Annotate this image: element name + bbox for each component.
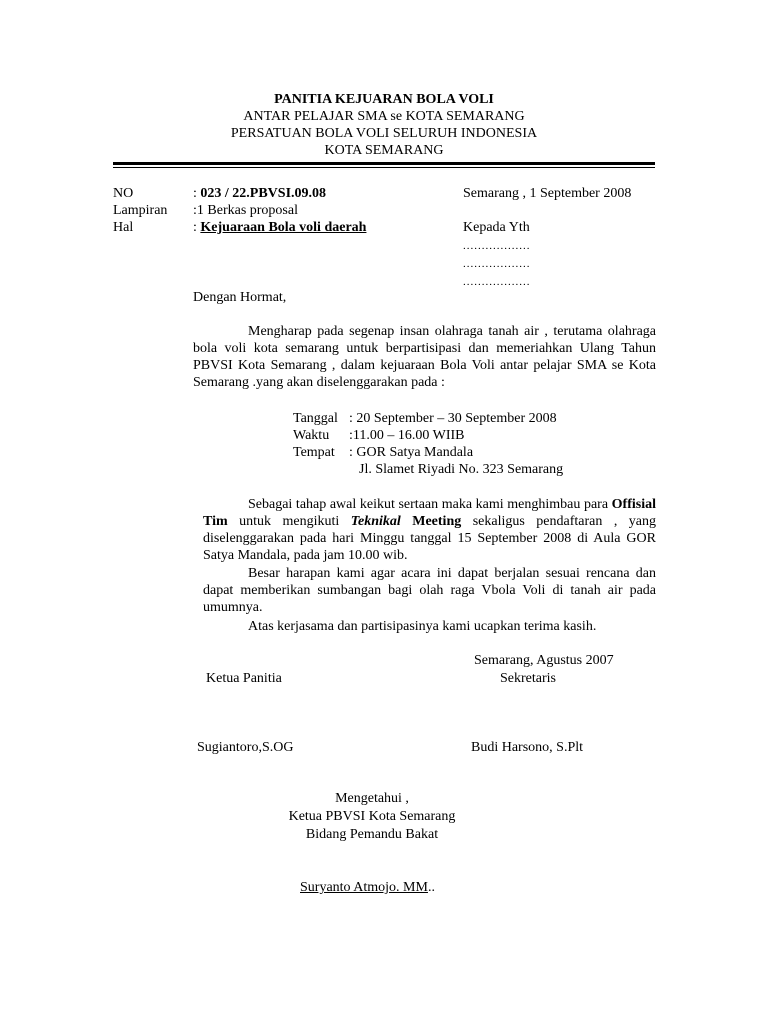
tanggal-label: Tanggal (293, 411, 338, 426)
paragraph-thanks: Atas kerjasama dan partisipasinya kami ucapkan terima kasih. (248, 619, 597, 634)
recipient-dots-2: .................. (463, 258, 531, 270)
waktu-value: :11.00 – 16.00 WIIB (349, 428, 465, 443)
teknikal: Teknikal (350, 514, 401, 529)
acknowledgment-line-1: Mengetahui , (335, 791, 409, 806)
meeting-space (401, 514, 412, 529)
meeting-text-2: untuk mengikuti (227, 514, 351, 529)
greeting: Dengan Hormat, (193, 290, 287, 305)
letterhead-rule-thick (113, 162, 655, 165)
acknowledgment-line-2: Ketua PBVSI Kota Semarang (288, 809, 456, 824)
recipient-label: Kepada Yth (463, 220, 530, 235)
hal-separator: : (193, 220, 197, 235)
signature-right-title: Sekretaris (500, 671, 556, 686)
letterhead-line-2: ANTAR PELAJAR SMA se KOTA SEMARANG (243, 109, 525, 124)
paragraph-intro: Mengharap pada segenap insan olahraga tanah air , terutama olahraga bola voli kota semarang untuk berpartisipasi dan memeriahkan Ulang Tahun PBVSI Kota Semarang , dalam kejuaraan Bola Voli antar pelajar SMA se Kota Semarang .yang akan diselenggarakan pada : (193, 324, 656, 390)
letter-date: Semarang , 1 September 2008 (463, 186, 632, 201)
meeting-word: Meeting (412, 514, 462, 529)
hal-row (193, 219, 366, 236)
paragraph-meeting (203, 496, 656, 564)
hal-label: Hal (113, 220, 134, 235)
recipient-dots-3: .................. (463, 276, 531, 288)
letterhead-title: PANITIA KEJUARAN BOLA VOLI (274, 92, 494, 107)
signature-left-title: Ketua Panitia (206, 671, 282, 686)
signature-right-name: Budi Harsono, S.Plt (471, 740, 584, 755)
no-separator: : (193, 186, 197, 201)
lampiran-label: Lampiran (113, 203, 168, 218)
acknowledgment-name-row (300, 879, 435, 896)
offisial-tim: Offisial Tim (203, 497, 656, 529)
signature-place-date: Semarang, Agustus 2007 (474, 653, 614, 668)
no-label: NO (113, 186, 134, 201)
meeting-text-3: sekaligus pendaftaran , yang diselenggarakan pada hari Minggu tanggal 15 September 2008 di Aula GOR Satya Mandala, pada jam 10.00 wib. (203, 514, 657, 563)
letter-number: 023 / 22.PBVSI.09.08 (200, 186, 327, 201)
acknowledgment-name: Suryanto Atmojo. MM (300, 880, 428, 895)
no-row (193, 185, 326, 202)
signature-left-name: Sugiantoro,S.OG (197, 740, 294, 755)
tempat-address: Jl. Slamet Riyadi No. 323 Semarang (359, 462, 564, 477)
meeting-text-1: Sebagai tahap awal keikut sertaan maka kami menghimbau para (248, 497, 612, 512)
tanggal-value: : 20 September – 30 September 2008 (349, 411, 557, 426)
waktu-label: Waktu (293, 428, 330, 443)
letterhead-line-3: PERSATUAN BOLA VOLI SELURUH INDONESIA (230, 126, 538, 141)
letterhead-rule-thin (113, 167, 655, 168)
tempat-label: Tempat (293, 445, 335, 460)
acknowledgment-name-suffix: .. (427, 880, 435, 895)
recipient-dots-1: .................. (463, 240, 531, 252)
lampiran-value: :1 Berkas proposal (193, 203, 298, 218)
subject: Kejuaraan Bola voli daerah (200, 220, 367, 235)
acknowledgment-line-3: Bidang Pemandu Bakat (305, 827, 439, 842)
paragraph-hope: Besar harapan kami agar acara ini dapat berjalan sesuai rencana dan dapat memberikan sumbangan bagi olah raga Vbola Voli di tanah air pada umumnya. (203, 566, 656, 615)
tempat-value: : GOR Satya Mandala (349, 445, 474, 460)
letterhead-line-4: KOTA SEMARANG (324, 143, 444, 158)
